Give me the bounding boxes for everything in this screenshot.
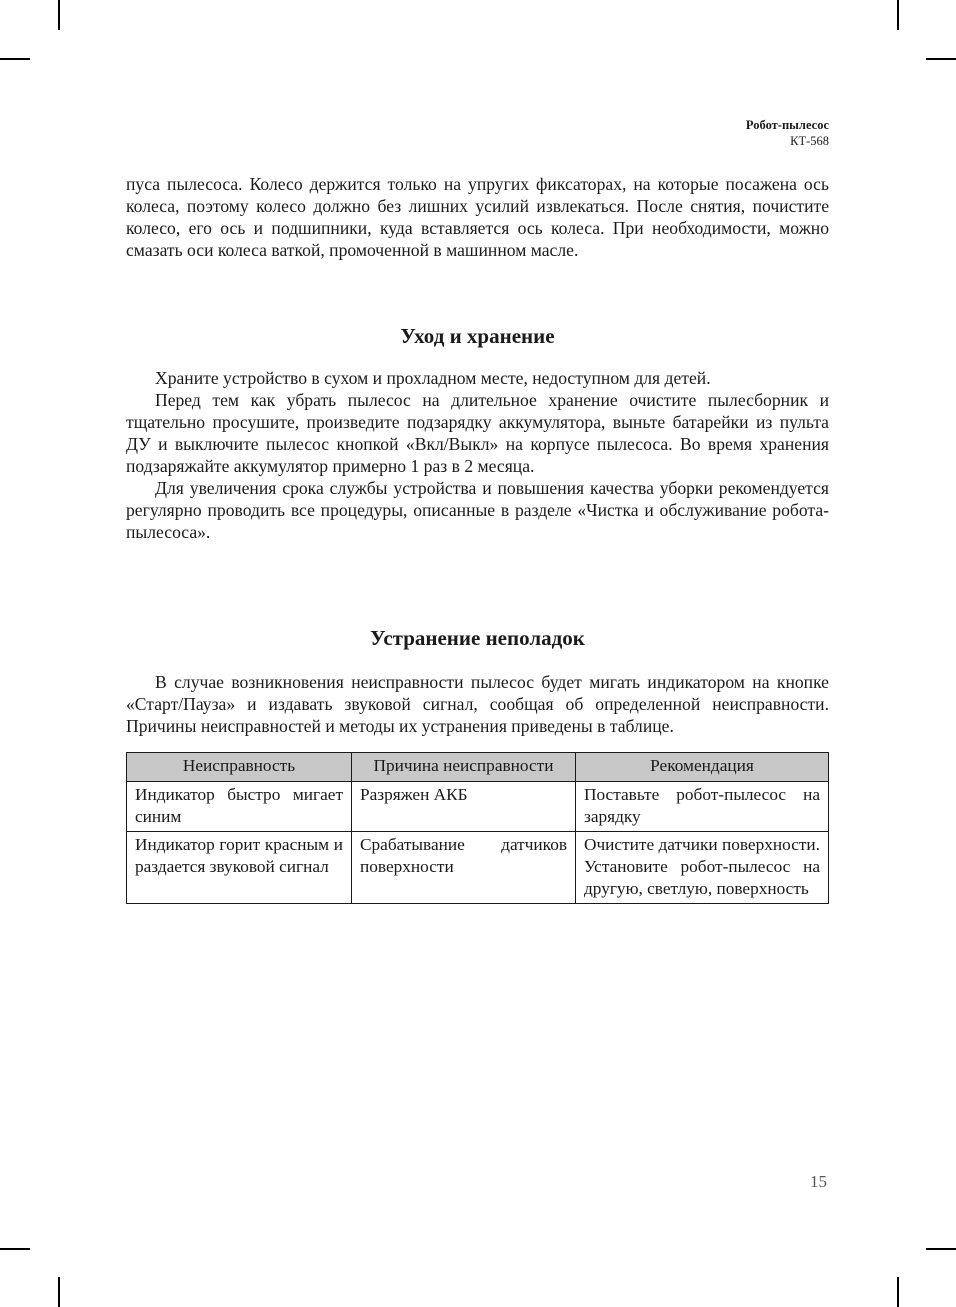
crop-mark bbox=[0, 1248, 30, 1250]
table-cell-fault: Индикатор горит красным и раздается звуковой сигнал bbox=[127, 832, 352, 904]
column-header-recommendation: Рекомендация bbox=[576, 753, 829, 782]
crop-mark bbox=[58, 1277, 60, 1307]
care-section bbox=[126, 367, 829, 543]
header-title: Робот-пылесос bbox=[745, 118, 829, 132]
page-number: 15 bbox=[810, 1172, 827, 1191]
care-heading: Уход и хранение bbox=[400, 324, 555, 348]
intro-paragraph: пуса пылесоса. Колесо держится только на упругих фиксаторах, на которые посажена ось колеса, поэтому колесо должно без лишних усилий извлекаться. После снятия, почистите колесо, его ось и подшипники, куда вставляется ось колеса. При необходимости, можно смазать оси колеса ваткой, промоченной в машинном масле. bbox=[126, 174, 829, 260]
table-row bbox=[127, 782, 829, 832]
crop-mark bbox=[897, 1277, 899, 1307]
crop-mark bbox=[58, 0, 60, 30]
crop-mark bbox=[897, 0, 899, 30]
table-row bbox=[127, 832, 829, 904]
crop-mark bbox=[926, 58, 956, 60]
running-header bbox=[746, 117, 829, 149]
table-cell-fault: Индикатор быстро мигает синим bbox=[127, 782, 352, 832]
table-cell-cause: Срабатывание датчиков поверхности bbox=[352, 832, 576, 904]
troubleshooting-table bbox=[126, 752, 829, 904]
table-header-row bbox=[127, 753, 829, 782]
table-cell-recommendation: Поставьте робот-пылесос на зарядку bbox=[576, 782, 829, 832]
care-paragraph: Храните устройство в сухом и прохладном месте, недоступном для детей. bbox=[155, 368, 711, 388]
page-content bbox=[126, 173, 829, 904]
care-paragraph: Для увеличения срока службы устройства и повышения качества уборки рекомендуется регулярно проводить все процедуры, описанные в разделе «Чистка и обслуживание робота-пылесоса». bbox=[126, 478, 829, 542]
column-header-fault: Неисправность bbox=[127, 753, 352, 782]
table-cell-recommendation: Очистите датчики поверхности. Установите робот-пылесос на другую, светлую, поверхность bbox=[576, 832, 829, 904]
crop-mark bbox=[0, 58, 30, 60]
troubleshooting-heading: Устранение неполадок bbox=[370, 626, 585, 650]
column-header-cause: Причина неисправности bbox=[352, 753, 576, 782]
header-model: КТ-568 bbox=[790, 134, 829, 148]
troubleshooting-paragraph: В случае возникновения неисправности пылесос будет мигать индикатором на кнопке «Старт/Пауза» и издавать звуковой сигнал, сообщая об определенной неисправности. Причины неисправностей и методы их устранения приведены в таблице. bbox=[126, 672, 829, 736]
crop-mark bbox=[926, 1248, 956, 1250]
care-paragraph: Перед тем как убрать пылесос на длительное хранение очистите пылесборник и тщательно просушите, произведите подзарядку аккумулятора, выньте батарейки из пульта ДУ и выключите пылесос кнопкой «Вкл/Выкл» на корпусе пылесоса. Во время хранения подзаряжайте аккумулятор примерно 1 раз в 2 месяца. bbox=[126, 390, 829, 476]
table-cell-cause: Разряжен АКБ bbox=[352, 782, 576, 832]
